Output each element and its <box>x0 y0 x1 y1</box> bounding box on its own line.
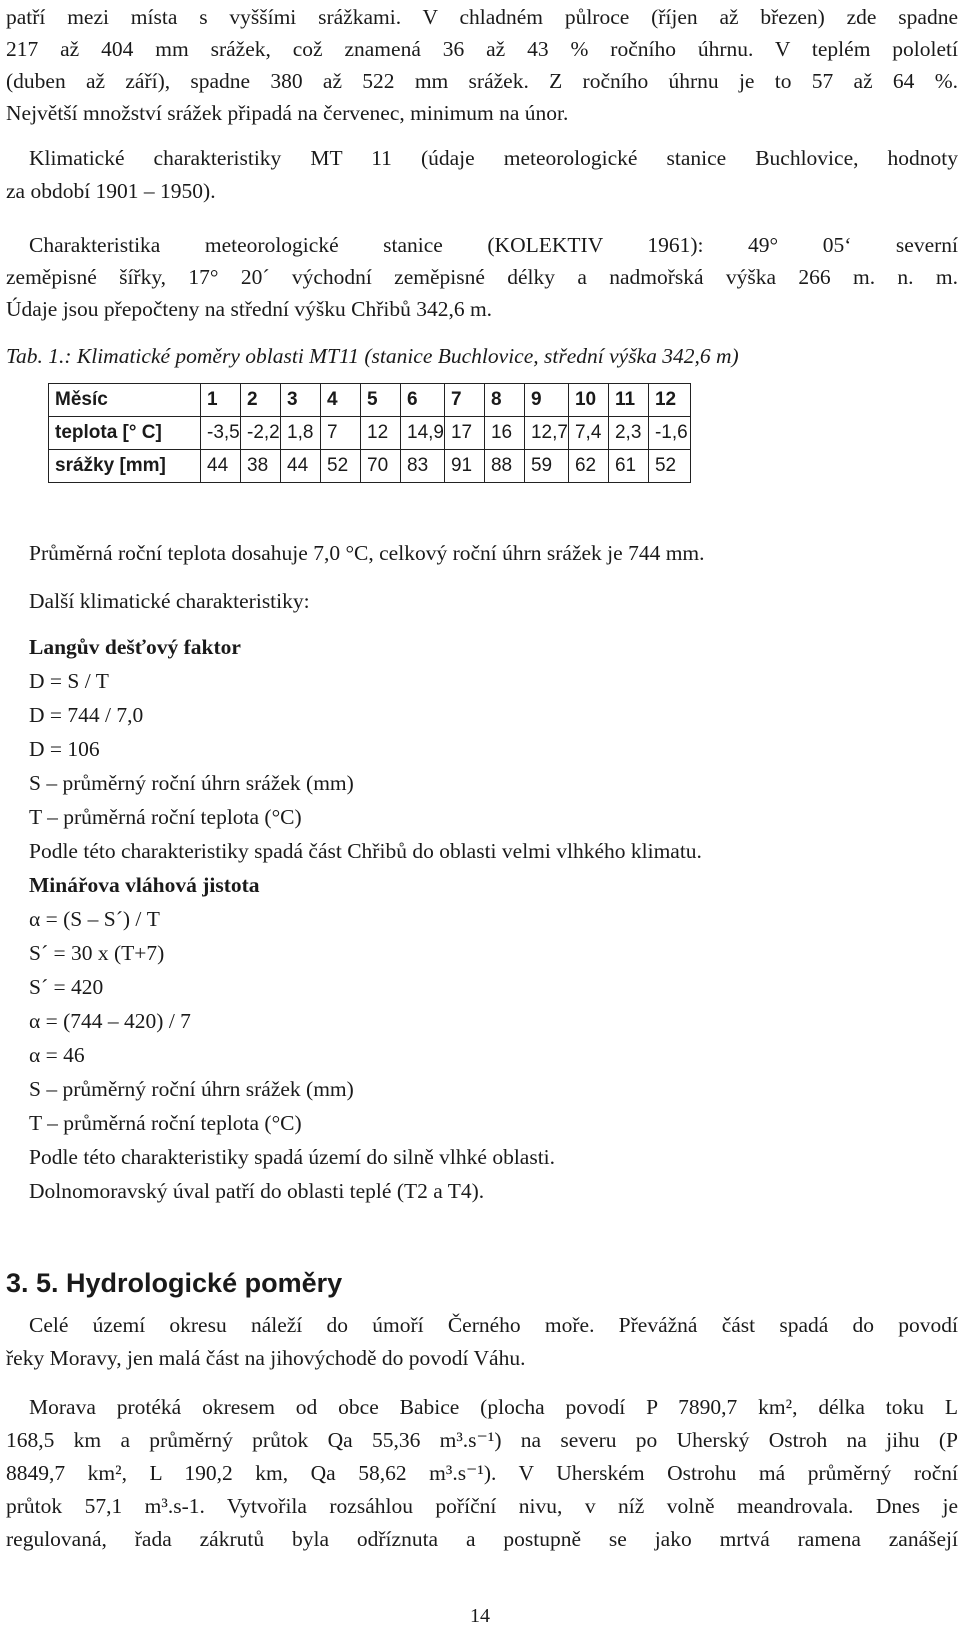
formula-line: T – průměrná roční teplota (°C) <box>29 1111 302 1135</box>
paragraph-line: patří mezi místa s vyššími srážkami. V chladném půlroce (říjen až březen) zde spadne <box>6 5 958 29</box>
formula-line: S´ = 420 <box>29 975 104 999</box>
table-cell: -1,6 <box>648 417 690 450</box>
paragraph-line: (duben až září), spadne 380 až 522 mm srážek. Z ročního úhrnu je to 57 až 64 %. <box>6 69 958 93</box>
paragraph-line <box>6 1489 958 1523</box>
row-label: teplota [° C] <box>49 417 201 450</box>
table-cell: -3,5 <box>201 417 241 450</box>
month-header: 9 <box>524 384 568 417</box>
text-run: regulovaná, řada zákrutů byla odříznuta a postupně se jako mrtvá ramena zanášejí <box>6 1527 958 1551</box>
table-cell: 59 <box>524 450 568 483</box>
formula-line: S – průměrný roční úhrn srážek (mm) <box>29 771 354 795</box>
month-header: 5 <box>361 384 401 417</box>
table-row-temperature <box>49 417 691 450</box>
table-cell: 91 <box>444 450 484 483</box>
table-cell: 44 <box>201 450 241 483</box>
table-cell: 62 <box>568 450 608 483</box>
table-cell: 14,9 <box>401 417 445 450</box>
table-cell: 7 <box>321 417 361 450</box>
table-cell: 16 <box>484 417 524 450</box>
text-run: 168,5 km a průměrný průtok Qa 55,36 m³.s⁻¹) na severu po Uherský Ostroh na jihu (P <box>6 1428 958 1452</box>
formula-line: Podle této charakteristiky spadá území do silně vlhké oblasti. <box>29 1145 556 1169</box>
formula-line: Podle této charakteristiky spadá část Chřibů do oblasti velmi vlhkého klimatu. <box>29 839 702 863</box>
paragraph-line: 217 až 404 mm srážek, což znamená 36 až 43 % ročního úhrnu. V teplém pololetí <box>6 37 958 61</box>
month-header: 2 <box>241 384 281 417</box>
month-header: 4 <box>321 384 361 417</box>
formula-line: S´ = 30 x (T+7) <box>29 941 165 965</box>
table-cell: 38 <box>241 450 281 483</box>
table-cell: 7,4 <box>568 417 608 450</box>
paragraph-line <box>6 1522 958 1556</box>
paragraph-line: za období 1901 – 1950). <box>6 179 216 203</box>
month-header: 6 <box>401 384 445 417</box>
page-number: 14 <box>470 1605 490 1627</box>
summary-line: Průměrná roční teplota dosahuje 7,0 °C, celkový roční úhrn srážek je 744 mm. <box>29 541 705 565</box>
table-cell: 88 <box>484 450 524 483</box>
formula-line: Dolnomoravský úval patří do oblasti teplé (T2 a T4). <box>29 1179 485 1203</box>
paragraph-line: Údaje jsou přepočteny na střední výšku Chřibů 342,6 m. <box>6 297 493 321</box>
table-cell: 12 <box>361 417 401 450</box>
table-cell: 52 <box>648 450 690 483</box>
table-row-precipitation <box>49 450 691 483</box>
paragraph-line: Klimatické charakteristiky MT 11 (údaje meteorologické stanice Buchlovice, hodnoty <box>29 146 958 170</box>
formula-line: α = (744 – 420) / 7 <box>29 1009 191 1033</box>
formula-line: S – průměrný roční úhrn srážek (mm) <box>29 1077 354 1101</box>
paragraph-line: Charakteristika meteorologické stanice (KOLEKTIV 1961): 49° 05‘ severní <box>29 233 958 257</box>
month-header: 3 <box>281 384 321 417</box>
text-run: Morava protéká okresem od obce Babice (plocha povodí P 7890,7 km², délka toku L <box>29 1395 958 1419</box>
formula-line: D = 106 <box>29 737 100 761</box>
table-cell: 70 <box>361 450 401 483</box>
formula-line: D = S / T <box>29 669 109 693</box>
formula-line: T – průměrná roční teplota (°C) <box>29 805 302 829</box>
month-header: 1 <box>201 384 241 417</box>
formula-line: α = 46 <box>29 1043 85 1067</box>
paragraph-line: zeměpisné šířky, 17° 20´ východní zeměpisné délky a nadmořská výška 266 m. n. m. <box>6 265 958 289</box>
section-heading: 3. 5. Hydrologické poměry <box>6 1268 343 1298</box>
paragraph-line <box>6 1423 958 1457</box>
climate-table <box>48 383 691 483</box>
table-cell: 17 <box>444 417 484 450</box>
minar-title: Minářova vláhová jistota <box>29 873 260 897</box>
lang-factor-title: Langův dešťový faktor <box>29 635 241 659</box>
text-run: 8849,7 km², L 190,2 km, Qa 58,62 m³.s⁻¹). V Uherském Ostrohu má průměrný roční <box>6 1461 958 1485</box>
table-cell: 44 <box>281 450 321 483</box>
table-cell: 61 <box>608 450 648 483</box>
paragraph-line: Celé území okresu náleží do úmoří Černého moře. Převážná část spadá do povodí <box>29 1313 958 1337</box>
table-cell: 2,3 <box>608 417 648 450</box>
summary-line: Další klimatické charakteristiky: <box>29 589 310 613</box>
paragraph-line: řeky Moravy, jen malá část na jihovýchodě do povodí Váhu. <box>6 1346 526 1370</box>
formula-line: D = 744 / 7,0 <box>29 703 144 727</box>
month-header: 12 <box>648 384 690 417</box>
formula-line: α = (S – S´) / T <box>29 907 160 931</box>
month-header: 7 <box>444 384 484 417</box>
text-run: průtok 57,1 m³.s-1. Vytvořila rozsáhlou poříční nivu, v níž volně meandrovala. Dnes je <box>6 1494 958 1518</box>
table-cell: 1,8 <box>281 417 321 450</box>
table-cell: -2,2 <box>241 417 281 450</box>
month-header: 8 <box>484 384 524 417</box>
table-cell: 83 <box>401 450 445 483</box>
month-header: 10 <box>568 384 608 417</box>
table-header-label: Měsíc <box>49 384 201 417</box>
row-label: srážky [mm] <box>49 450 201 483</box>
table-header-row <box>49 384 691 417</box>
table-cell: 52 <box>321 450 361 483</box>
table-caption: Tab. 1.: Klimatické poměry oblasti MT11 (stanice Buchlovice, střední výška 342,6 m) <box>6 344 739 368</box>
table-cell: 12,7 <box>524 417 568 450</box>
month-header: 11 <box>608 384 648 417</box>
paragraph-line <box>29 1390 958 1424</box>
paragraph-line <box>6 1456 958 1490</box>
paragraph-line: Největší množství srážek připadá na červenec, minimum na únor. <box>6 101 569 125</box>
